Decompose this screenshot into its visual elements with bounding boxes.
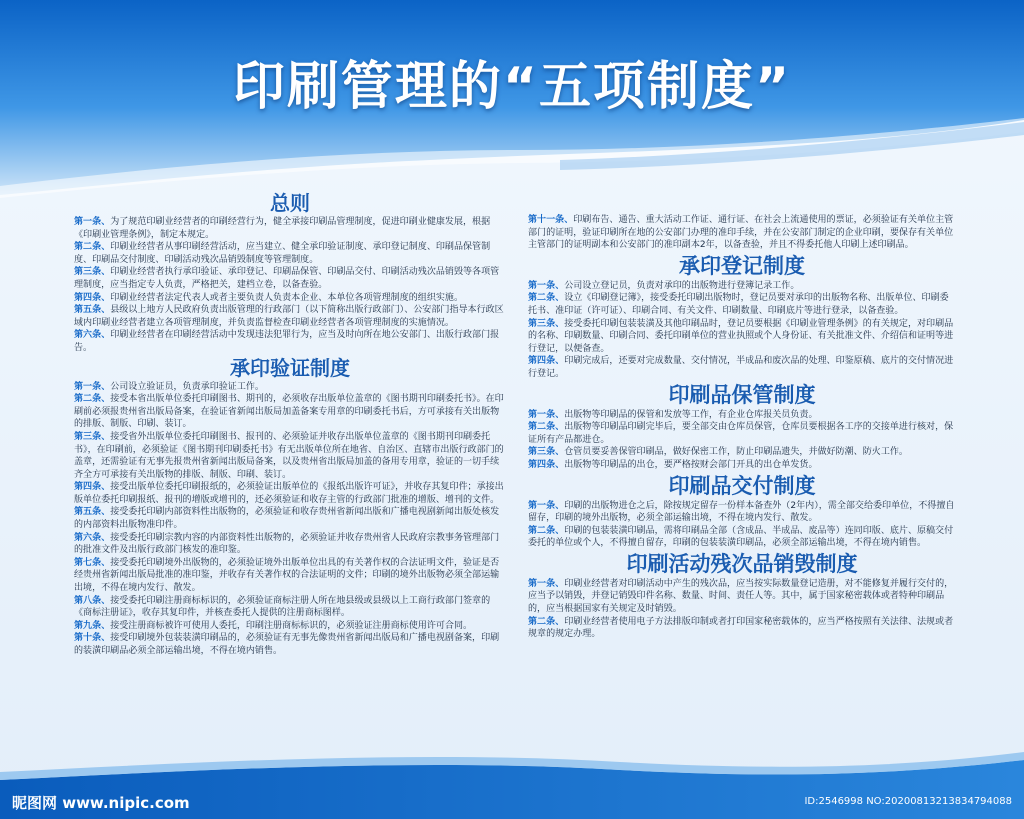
article-text: 出版物等印刷品印刷完毕后，要全部交由仓库员保管，仓库员要根据各工序的交接单进行核对，保证所有产品都进仓。 <box>528 422 954 445</box>
article-text: 县级以上地方人民政府负责出版管理的行政部门（以下简称出版行政部门）、公安部门指导本行政区域内印刷业经营者建立各项管理制度，并负责监督检查印刷业经营者各项管理制度的实施情况。 <box>74 305 504 328</box>
article-text: 接受本省出版单位委托印刷图书、期刊的，必须收存出版单位盖章的《图书期刊印刷委托书》。在印刷前必须报贵州省出版局备案，在验证省新闻出版局加盖备案专用章的印刷委托书后，方可承接有关出版物的排版、制版、印刷、装订。 <box>74 394 504 430</box>
article-item <box>528 318 956 356</box>
article-text: 印刷的出版物进仓之后，除按规定留存一份样本备查外（2年内），需全部交给委印单位，不得擅自留存，印刷的境外出版物，必须全部运输出境，不得在境内发行、散发。 <box>528 500 955 524</box>
article-text: 印刷业经营者法定代表人或者主要负责人负责本企业、本单位各项管理制度的组织实施。 <box>110 292 464 303</box>
section <box>528 214 956 252</box>
article-item <box>74 266 506 291</box>
article-number: 第四条、 <box>74 292 111 303</box>
article-number: 第四条、 <box>528 459 565 470</box>
article-item <box>528 421 956 446</box>
article-number: 第二条、 <box>74 394 111 405</box>
article-item <box>528 214 956 252</box>
section <box>528 381 956 472</box>
article-item <box>528 525 956 550</box>
article-text: 接受委托印刷内部资料性出版物的，必须验证和收存贵州省新闻出版和广播电视剧新闻出版处核发的内部资料出版物准印件。 <box>74 507 500 531</box>
article-number: 第一条、 <box>528 578 565 589</box>
section <box>528 550 956 641</box>
article-item <box>528 409 956 422</box>
article-item <box>528 500 956 525</box>
section <box>74 190 506 355</box>
section-heading: 承印登记制度 <box>679 253 805 278</box>
article-number: 第三条、 <box>528 447 565 458</box>
article-item <box>74 393 506 431</box>
article-number: 第二条、 <box>528 616 565 627</box>
article-text: 公司设立登记员，负责对承印的出版物进行登簿记录工作。 <box>564 280 800 291</box>
section-heading: 印刷品交付制度 <box>668 473 816 498</box>
section <box>528 252 956 381</box>
article-number: 第三条、 <box>74 267 111 278</box>
article-text: 接受省外出版单位委托印刷图书、报刊的、必须验证并收存出版单位盖章的《图书期刊印刷委托书》，在印刷前，必须验证《图书期刊印刷委托书》有无出版单位所在地省、自治区、直辖市出版行政部门的盖章，还需验证有无事先报贵州省新闻出版局备案，以及贵州省出版局加盖的备用专用章，验证的一切手续齐全方可承接有关出版物的排版、制版、印刷、装订。 <box>74 431 504 480</box>
section-heading: 印刷活动残次品销毁制度 <box>626 551 858 576</box>
article-number: 第六条、 <box>74 532 111 543</box>
article-item <box>74 620 506 633</box>
section-heading: 总则 <box>270 191 310 215</box>
article-item <box>74 506 506 531</box>
image-id-text: ID:2546998 NO:20200813213834794088 <box>804 796 1012 807</box>
article-item <box>74 381 506 394</box>
article-item <box>528 280 956 293</box>
section <box>528 472 956 550</box>
article-item <box>74 304 506 329</box>
article-item <box>74 292 506 305</box>
article-text: 接受委托印刷注册商标标识的，必须验证商标注册人所在地县级或县级以上工商行政部门签章的《商标注册证》，收存其复印件，并核查委托人提供的注册商标图样。 <box>74 595 491 619</box>
article-number: 第三条、 <box>74 431 111 442</box>
article-text: 印刷的包装装潢印刷品，需将印刷品全部（含成品、半成品、废品等）连同印版、底片、原稿交付委托的单位或个人，不得擅自留存，印刷的包装装潢印刷品，必须全部运输出境，不得在境内销售。 <box>528 525 954 549</box>
article-item <box>528 578 956 616</box>
article-number: 第十条、 <box>74 633 111 644</box>
article-text: 印刷布告、通告、重大活动工作证、通行证、在社会上流通使用的票证，必须验证有关单位主管部门的证明，验证印刷所在地的公安部门办理的准印手续，并在公安部门制定的企业印刷，要保存有关单位主管部门的证明副本和公安部门的准印副本2年，以备查验，并且不得委托他人印刷上述印刷品。 <box>528 215 954 251</box>
article-item <box>74 632 506 657</box>
article-item <box>74 481 506 506</box>
article-item <box>74 329 506 354</box>
article-number: 第五条、 <box>74 305 111 316</box>
article-number: 第二条、 <box>74 242 111 253</box>
article-number: 第一条、 <box>528 500 565 511</box>
article-text: 印刷业经营者在印刷经营活动中发现违法犯罪行为，应当及时向所在地公安部门、出版行政部门报告。 <box>74 330 500 353</box>
page-title: 印刷管理的“五项制度” <box>232 57 792 117</box>
article-item <box>528 292 956 317</box>
article-number: 第二条、 <box>528 293 565 304</box>
article-number: 第六条、 <box>74 330 111 341</box>
article-number: 第一条、 <box>74 217 111 227</box>
article-text: 接受委托印刷境外出版物的，必须验证境外出版单位出具的有关著作权的合法证明文件，验证是否经贵州省新闻出版局批准的准印鉴，并收存有关著作权的合法证明的文件；印刷的境外出版物必须全部运输出境，不得在境内发行、散发。 <box>74 557 500 594</box>
article-item <box>528 459 956 472</box>
watermark-text: 昵图网 www.nipic.com <box>12 794 190 812</box>
article-number: 第五条、 <box>74 507 111 518</box>
article-item <box>74 532 506 557</box>
article-item <box>528 616 956 641</box>
article-text: 为了规范印刷业经营者的印刷经营行为，健全承接印刷品管理制度，促进印刷业健康发展，根据《印刷业管理条例》，制定本规定。 <box>74 217 491 240</box>
article-number: 第二条、 <box>528 525 565 536</box>
article-text: 接受出版单位委托印刷报纸的，必须验证出版单位的《报纸出版许可证》，并收存其复印件；承接出版单位委托印刷报纸、报刊的增版或增刊的，还必须验证和收存主管的行政部门批准的增版、增刊的文件。 <box>74 482 504 505</box>
article-item <box>74 557 506 595</box>
article-item <box>74 216 506 241</box>
article-number: 第一条、 <box>528 409 565 420</box>
section-heading: 印刷品保管制度 <box>668 382 816 407</box>
article-item <box>74 431 506 481</box>
article-number: 第九条、 <box>74 620 111 631</box>
article-text: 印刷业经营者使用电子方法排版印制或者打印国家秘密载体的，应当严格按照有关法律、法规或者规章的规定办理。 <box>528 616 954 640</box>
article-item <box>528 446 956 459</box>
article-number: 第十一条、 <box>528 215 574 225</box>
article-number: 第四条、 <box>74 482 111 493</box>
article-text: 出版物等印刷品的保管和发放等工作，有企业仓库报关员负责。 <box>564 409 818 420</box>
article-text: 接受委托印刷包装装潢及其他印刷品时，登记员要根据《印刷业管理条例》的有关规定，对印刷品的名称、印刷数量、印刷合同、委托印刷单位的营业执照或个人身份证、有关批准文件、介绍信和证明等进行登记，以便备查。 <box>528 318 954 354</box>
article-text: 印刷业经营者执行承印验证、承印登记、印刷品保管、印刷品交付、印刷活动残次品销毁等各项管理制度，应当指定专人负责，严格把关，建档立卷，以备查验。 <box>74 267 500 290</box>
section <box>74 355 506 658</box>
article-text: 接受印刷境外包装装潢印刷品的，必须验证有无事先像贵州省新闻出版局和广播电视剧备案，印刷的装潢印刷品必须全部运输出境，不得在境内销售。 <box>74 633 500 656</box>
article-text: 印刷业经营者从事印刷经营活动，应当建立、健全承印验证制度、承印登记制度、印刷品保管制度、印刷品交付制度、印刷活动残次品销毁制度等管理制度。 <box>74 242 491 265</box>
article-item <box>74 241 506 266</box>
article-number: 第三条、 <box>528 318 565 329</box>
article-number: 第八条、 <box>74 595 111 606</box>
article-text: 设立《印刷登记簿》，接受委托印刷出版物时，登记员要对承印的出版物名称、出版单位、印刷委托书、准印证（许可证）、印刷合同、有关文件、印刷数量、印刷底片等进行登录，以备查验。 <box>528 293 949 316</box>
article-number: 第七条、 <box>74 557 111 568</box>
article-number: 第一条、 <box>74 381 111 392</box>
article-item <box>74 595 506 620</box>
article-number: 第一条、 <box>528 280 565 291</box>
article-text: 公司设立验证员，负责承印验证工作。 <box>110 381 264 392</box>
article-text: 接受委托印刷宗教内容的内部资料性出版物的，必须验证并收存贵州省人民政府宗教事务管理部门的批准文件及出版行政部门核发的准印鉴。 <box>74 532 500 556</box>
section-heading: 承印验证制度 <box>230 355 350 380</box>
article-text: 印刷完成后，还要对完成数量、交付情况，半成品和废次品的处理、印鉴原稿、底片的交付情况进行登记。 <box>528 356 954 379</box>
article-text: 出版物等印刷品的出仓，要严格按财会部门开具的出仓单发货。 <box>564 459 818 470</box>
article-item <box>528 355 956 380</box>
article-number: 第四条、 <box>528 356 565 367</box>
right-column <box>528 214 956 641</box>
left-column <box>74 190 506 658</box>
article-text: 仓管员要妥善保管印刷品，做好保密工作，防止印刷品遗失，并做好防潮、防火工作。 <box>564 447 908 458</box>
article-text: 接受注册商标被许可使用人委托，印刷注册商标标识的，必须验证注册商标使用许可合同。 <box>110 620 473 631</box>
article-number: 第二条、 <box>528 422 565 433</box>
article-text: 印刷业经营者对印刷活动中产生的残次品，应当按实际数量登记造册，对不能修复并履行交付的，应当予以销毁，并登记销毁印件名称、数量、时间、责任人等。其中，属于国家秘密载体或者特种印刷品的，应当根据国家有关规定及时销毁。 <box>528 578 954 615</box>
